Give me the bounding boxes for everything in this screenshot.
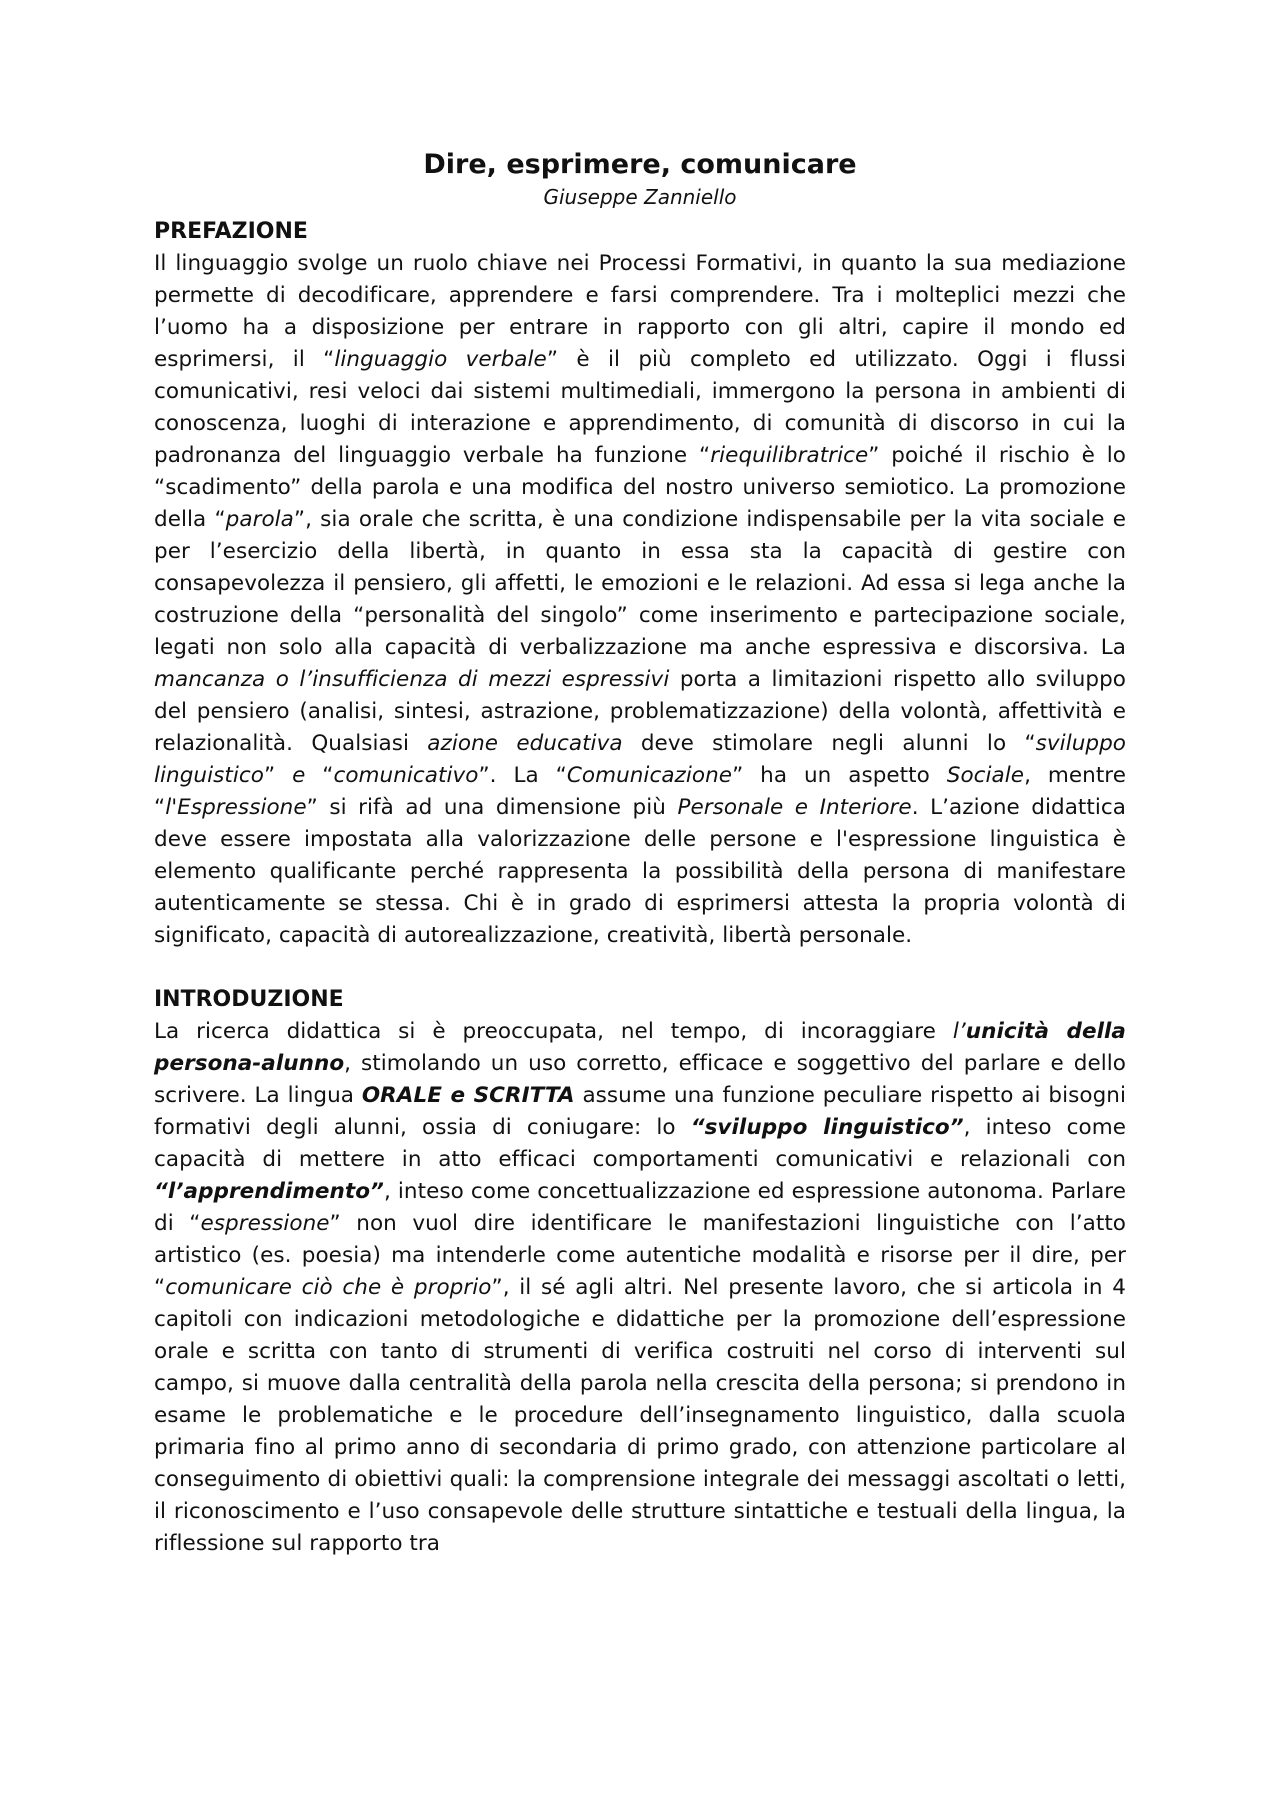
emphasized-text-run: ORALE e SCRITTA (361, 1083, 575, 1108)
emphasized-text-run: comunicare ciò che è proprio (165, 1275, 492, 1300)
text-run: ”, il sé agli altri. Nel presente lavoro, che si articola in 4 capitoli con indicazioni metodologiche e didattiche per la promozione dell’espressione orale e scritta con tanto di strumenti di verifica costruiti nel corso di interventi sul campo, si muove dalla centralità della parola nella crescita della persona; si prendono in esame le problematiche e le procedure dell’insegnamento linguistico, dalla scuola primaria fino al primo anno di secondaria di primo grado, con attenzione particolare al conseguimento di obiettivi quali: la comprensione integrale dei messaggi ascoltati o letti, il riconoscimento e l’uso consapevole delle strutture sintattiche e testuali della lingua, la riflessione sul rapporto tra (154, 1275, 1126, 1556)
document-author: Giuseppe Zanniello (543, 185, 737, 209)
section-spacer (154, 952, 1126, 984)
text-run: ” si rifà ad una dimensione più (306, 795, 678, 820)
text-run: ”. La “ (478, 763, 567, 788)
text-run: La ricerca didattica si è preoccupata, nel tempo, di incoraggiare (154, 1019, 953, 1044)
emphasized-text-run: Personale e Interiore (677, 795, 912, 820)
emphasized-text-run: riequilibratrice (710, 443, 869, 468)
text-run: , inteso come concettualizzazione ed espressione autonoma. Parlare di “ (154, 1179, 1126, 1236)
emphasized-text-run: e (292, 763, 306, 788)
text-run: , mentre “ (154, 763, 1126, 820)
paragraph-introduzione (154, 1016, 1126, 1560)
emphasized-text-run: mancanza o l’insufficienza di mezzi espressivi (154, 667, 670, 692)
text-run: ”, sia orale che scritta, è una condizione indispensabile per la vita sociale e per l’esercizio della libertà, in quanto in essa sta la capacità di gestire con consapevolezza il pensiero, gli affetti, le emozioni e le relazioni. Ad essa si lega anche la costruzione della “personalità del singolo” come inserimento e partecipazione sociale, legati non solo alla capacità di verbalizzazione ma anche espressiva e discorsiva. La (154, 507, 1126, 660)
emphasized-text-run: azione educativa (427, 731, 623, 756)
emphasized-text-run: l’ (952, 1019, 966, 1044)
text-run: ” poiché il rischio è lo “scadimento” della parola e una modifica del nostro universo semiotico. La promozione della “ (154, 443, 1126, 532)
emphasized-text-run: Comunicazione (566, 763, 733, 788)
paragraph-prefazione (154, 248, 1126, 952)
emphasized-text-run: l'Espressione (165, 795, 307, 820)
text-run: ” è il più completo ed utilizzato. Oggi i flussi comunicativi, resi veloci dai sistemi multimediali, immergono la persona in ambienti di conoscenza, luoghi di interazione e apprendimento, di comunità di discorso in cui la padronanza del linguaggio verbale ha funzione “ (154, 347, 1126, 468)
emphasized-text-run: espressione (200, 1211, 330, 1236)
text-run: deve stimolare negli alunni lo “ (622, 731, 1036, 756)
text-run: ” (263, 763, 293, 788)
text-run: Il linguaggio svolge un ruolo chiave nei Processi Formativi, in quanto la sua mediazione permette di decodificare, apprendere e farsi comprendere. Tra i molteplici mezzi che l’uomo ha a disposizione per entrare in rapporto con gli altri, capire il mondo ed esprimersi, il “ (154, 251, 1126, 372)
section-heading-introduzione: INTRODUZIONE (154, 987, 344, 1012)
text-run: ” ha un aspetto (732, 763, 947, 788)
document-page (154, 148, 1126, 1560)
text-run: ” non vuol dire identificare le manifestazioni linguistiche con l’atto artistico (es. poesia) ma intenderle come autentiche modalità e risorse per il dire, per “ (154, 1211, 1126, 1300)
text-run: “ (305, 763, 334, 788)
document-title: Dire, esprimere, comunicare (423, 149, 857, 180)
emphasized-text-run: Sociale (946, 763, 1025, 788)
emphasized-text-run: comunicativo (333, 763, 479, 788)
emphasized-text-run: unicità della persona-alunno (154, 1019, 1126, 1076)
emphasized-text-run: “l’apprendimento” (154, 1179, 384, 1204)
emphasized-text-run: linguaggio verbale (334, 347, 547, 372)
text-run: . L’azione didattica deve essere impostata alla valorizzazione delle persone e l'espressione linguistica è elemento qualificante perché rappresenta la possibilità della persona di manifestare autenticamente se stessa. Chi è in grado di esprimersi attesta la propria volontà di significato, capacità di autorealizzazione, creatività, libertà personale. (154, 795, 1127, 948)
emphasized-text-run: sviluppo linguistico (154, 731, 1126, 788)
section-heading-prefazione: PREFAZIONE (154, 219, 308, 244)
text-run: , stimolando un uso corretto, efficace e soggettivo del parlare e dello scrivere. La lingua (154, 1051, 1126, 1108)
emphasized-text-run: parola (225, 507, 294, 532)
emphasized-text-run: “sviluppo linguistico” (690, 1115, 964, 1140)
text-run: porta a limitazioni rispetto allo sviluppo del pensiero (analisi, sintesi, astrazione, problematizzazione) della volontà, affettività e relazionalità. Qualsiasi (154, 667, 1127, 756)
text-run: assume una funzione peculiare rispetto ai bisogni formativi degli alunni, ossia di coniugare: lo (154, 1083, 1127, 1140)
text-run: , inteso come capacità di mettere in atto efficaci comportamenti comunicativi e relazionali con (154, 1115, 1126, 1172)
